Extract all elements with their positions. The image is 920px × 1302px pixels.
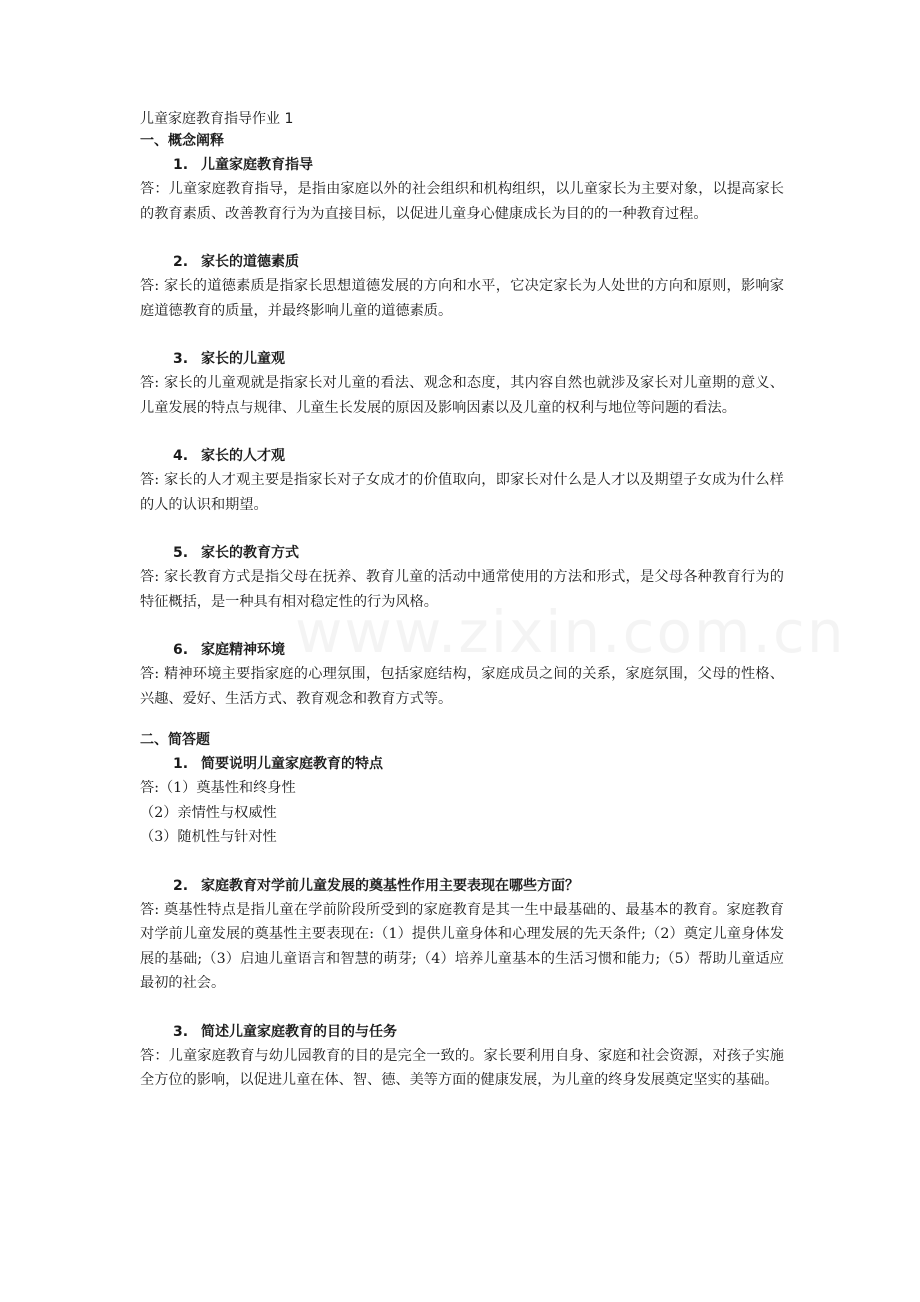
concept-answer-1: 答：儿童家庭教育指导，是指由家庭以外的社会组织和机构组织，以儿童家长为主要对象，以提高家长的教育素质、改善教育行为为直接目标，以促进儿童身心健康成长为目的的一种教育过程。	[140, 181, 784, 222]
concept-heading-3: 3. 家长的儿童观	[173, 351, 285, 367]
question-heading-1: 1. 简要说明儿童家庭教育的特点	[173, 756, 383, 772]
concept-answer-2: 答: 家长的道德素质是指家长思想道德发展的方向和水平，它决定家长为人处世的方向和原则，影响家庭道德教育的质量，并最终影响儿童的道德素质。	[140, 278, 784, 319]
concept-answer-5: 答: 家长教育方式是指父母在抚养、教育儿童的活动中通常使用的方法和形式，是父母各种教育行为的特征概括，是一种具有相对稳定性的行为风格。	[140, 569, 784, 610]
question-answer-3: 答：儿童家庭教育与幼儿园教育的目的是完全一致的。家长要利用自身、家庭和社会资源，对孩子实施全方位的影响，以促进儿童在体、智、德、美等方面的健康发展，为儿童的终身发展奠定坚实的基础。	[140, 1047, 784, 1088]
question-heading-2: 2. 家庭教育对学前儿童发展的奠基性作用主要表现在哪些方面？	[173, 877, 579, 894]
question-answer-2: 答: 奠基性特点是指儿童在学前阶段所受到的家庭教育是其一生中最基础的、最基本的教育。家庭教育对学前儿童发展的奠基性主要表现在:（1）提供儿童身体和心理发展的先天条件;（2）奠定儿童身体发展的基础;（3）启迪儿童语言和智慧的萌芽;（4）培养儿童基本的生活习惯和能力;（5）帮助儿童适应最初的社会。	[140, 901, 784, 991]
concept-answer-6: 答: 精神环境主要指家庭的心理氛围，包括家庭结构，家庭成员之间的关系，家庭氛围，父母的性格、兴趣、爱好、生活方式、教育观念和教育方式等。	[140, 666, 784, 707]
question-answer-1-line-3: （3）随机性与针对性	[140, 829, 277, 845]
concept-heading-2: 2. 家长的道德素质	[173, 254, 299, 270]
section-heading-concepts: 一、概念阐释	[140, 133, 224, 149]
concept-heading-6: 6. 家庭精神环境	[173, 642, 285, 658]
document-page	[140, 108, 784, 1093]
concept-heading-4: 4. 家长的人才观	[173, 448, 285, 464]
question-answer-1-line-2: （2）亲情性与权威性	[140, 804, 277, 821]
question-answer-1-line-1: 答:（1）奠基性和终身性	[140, 780, 296, 796]
concept-answer-4: 答: 家长的人才观主要是指家长对子女成才的价值取向，即家长对什么是人才以及期望子女成为什么样的人的认识和期望。	[140, 472, 784, 513]
concept-heading-5: 5. 家长的教育方式	[173, 545, 299, 561]
question-heading-3: 3. 简述儿童家庭教育的目的与任务	[173, 1023, 397, 1040]
concept-answer-3: 答: 家长的儿童观就是指家长对儿童的看法、观念和态度，其内容自然也就涉及家长对儿童期的意义、儿童发展的特点与规律、儿童生长发展的原因及影响因素以及儿童的权利与地位等问题的看法。	[140, 375, 784, 416]
document-title: 儿童家庭教育指导作业 1	[140, 111, 294, 127]
section-heading-short-answer: 二、简答题	[140, 732, 210, 748]
concept-heading-1: 1. 儿童家庭教育指导	[173, 157, 313, 173]
